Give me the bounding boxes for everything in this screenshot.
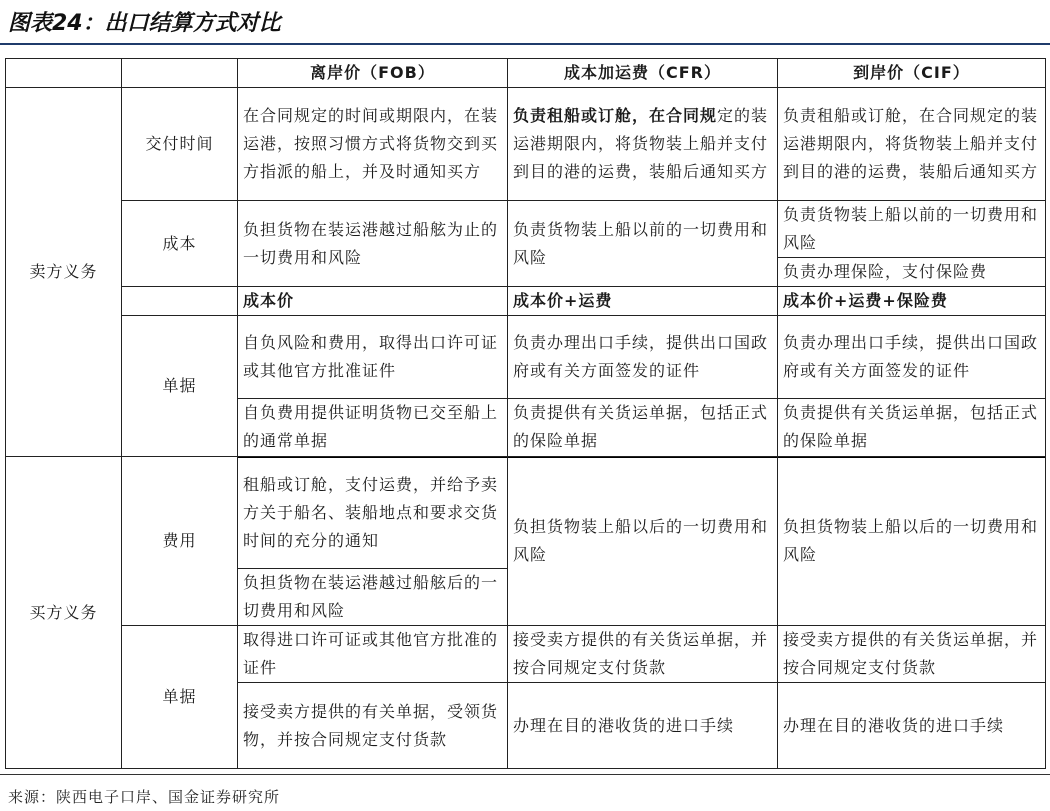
source-divider <box>0 774 1050 775</box>
cfr-delivery-rest: 定的装运港期限内，将货物装上船并支付到目的港的运费，装船后通知买方 <box>513 106 769 181</box>
cell-fob-doc-2: 自负费用提供证明货物已交至船上的通常单据 <box>238 399 508 457</box>
row-label-fees: 费用 <box>122 457 238 626</box>
row-label-buyer-documents: 单据 <box>122 626 238 769</box>
row-label-cost: 成本 <box>122 201 238 287</box>
cell-cfr-bdoc-2: 办理在目的港收货的进口手续 <box>508 683 778 769</box>
cell-cif-doc-1: 负责办理出口手续，提供出口国政府或有关方面签发的证件 <box>778 316 1046 399</box>
cell-cfr-cost: 负责货物装上船以前的一切费用和风险 <box>508 201 778 287</box>
cell-cif-bdoc-1: 接受卖方提供的有关货运单据，并按合同规定支付货款 <box>778 626 1046 683</box>
cell-cfr-bdoc-1: 接受卖方提供的有关货运单据，并按合同规定支付货款 <box>508 626 778 683</box>
cell-fob-cost: 负担货物在装运港越过船舷为止的一切费用和风险 <box>238 201 508 287</box>
cell-cfr-delivery <box>508 88 778 201</box>
cell-fob-price: 成本价 <box>238 287 508 316</box>
table-row <box>6 457 1046 569</box>
table-row <box>6 316 1046 399</box>
table-row <box>6 626 1046 683</box>
table-row <box>6 201 1046 258</box>
cell-cif-cost-2: 负责办理保险，支付保险费 <box>778 258 1046 287</box>
section-seller: 卖方义务 <box>6 88 122 457</box>
header-cif: 到岸价（CIF） <box>778 59 1046 88</box>
row-label-delivery-time: 交付时间 <box>122 88 238 201</box>
section-buyer: 买方义务 <box>6 457 122 769</box>
cell-fob-fees-2: 负担货物在装运港越过船舷后的一切费用和风险 <box>238 569 508 626</box>
figure-title: 图表24：出口结算方式对比 <box>8 11 281 36</box>
header-row <box>6 59 1046 88</box>
cell-cfr-doc-2: 负责提供有关货运单据，包括正式的保险单据 <box>508 399 778 457</box>
cell-fob-doc-1: 自负风险和费用，取得出口许可证或其他官方批准证件 <box>238 316 508 399</box>
cell-cfr-price: 成本价+运费 <box>508 287 778 316</box>
cell-cif-doc-2: 负责提供有关货运单据，包括正式的保险单据 <box>778 399 1046 457</box>
source-note: 来源：陕西电子口岸、国金证券研究所 <box>8 788 281 806</box>
cell-cfr-fees: 负担货物装上船以后的一切费用和风险 <box>508 457 778 626</box>
title-divider <box>0 43 1050 45</box>
cell-fob-delivery: 在合同规定的时间或期限内，在装运港，按照习惯方式将货物交到买方指派的船上，并及时通知买方 <box>238 88 508 201</box>
table-row <box>6 287 1046 316</box>
comparison-table <box>5 58 1046 769</box>
header-cfr: 成本加运费（CFR） <box>508 59 778 88</box>
cell-price-blank <box>122 287 238 316</box>
header-blank-2 <box>122 59 238 88</box>
header-fob: 离岸价（FOB） <box>238 59 508 88</box>
row-label-seller-documents: 单据 <box>122 316 238 457</box>
cell-cif-fees: 负担货物装上船以后的一切费用和风险 <box>778 457 1046 626</box>
cell-cfr-doc-1: 负责办理出口手续，提供出口国政府或有关方面签发的证件 <box>508 316 778 399</box>
cfr-delivery-bold: 负责租船或订舱，在合同规 <box>513 106 718 125</box>
cell-fob-bdoc-1: 取得进口许可证或其他官方批准的证件 <box>238 626 508 683</box>
cell-cif-delivery: 负责租船或订舱，在合同规定的装运港期限内，将货物装上船并支付到目的港的运费，装船后通知买方 <box>778 88 1046 201</box>
header-blank-1 <box>6 59 122 88</box>
cell-fob-bdoc-2: 接受卖方提供的有关单据，受领货物，并按合同规定支付货款 <box>238 683 508 769</box>
cell-fob-fees-1: 租船或订舱，支付运费，并给予卖方关于船名、装船地点和要求交货时间的充分的通知 <box>238 457 508 569</box>
table-row <box>6 88 1046 201</box>
cell-cif-bdoc-2: 办理在目的港收货的进口手续 <box>778 683 1046 769</box>
cell-cif-price: 成本价+运费+保险费 <box>778 287 1046 316</box>
cell-cif-cost-1: 负责货物装上船以前的一切费用和风险 <box>778 201 1046 258</box>
